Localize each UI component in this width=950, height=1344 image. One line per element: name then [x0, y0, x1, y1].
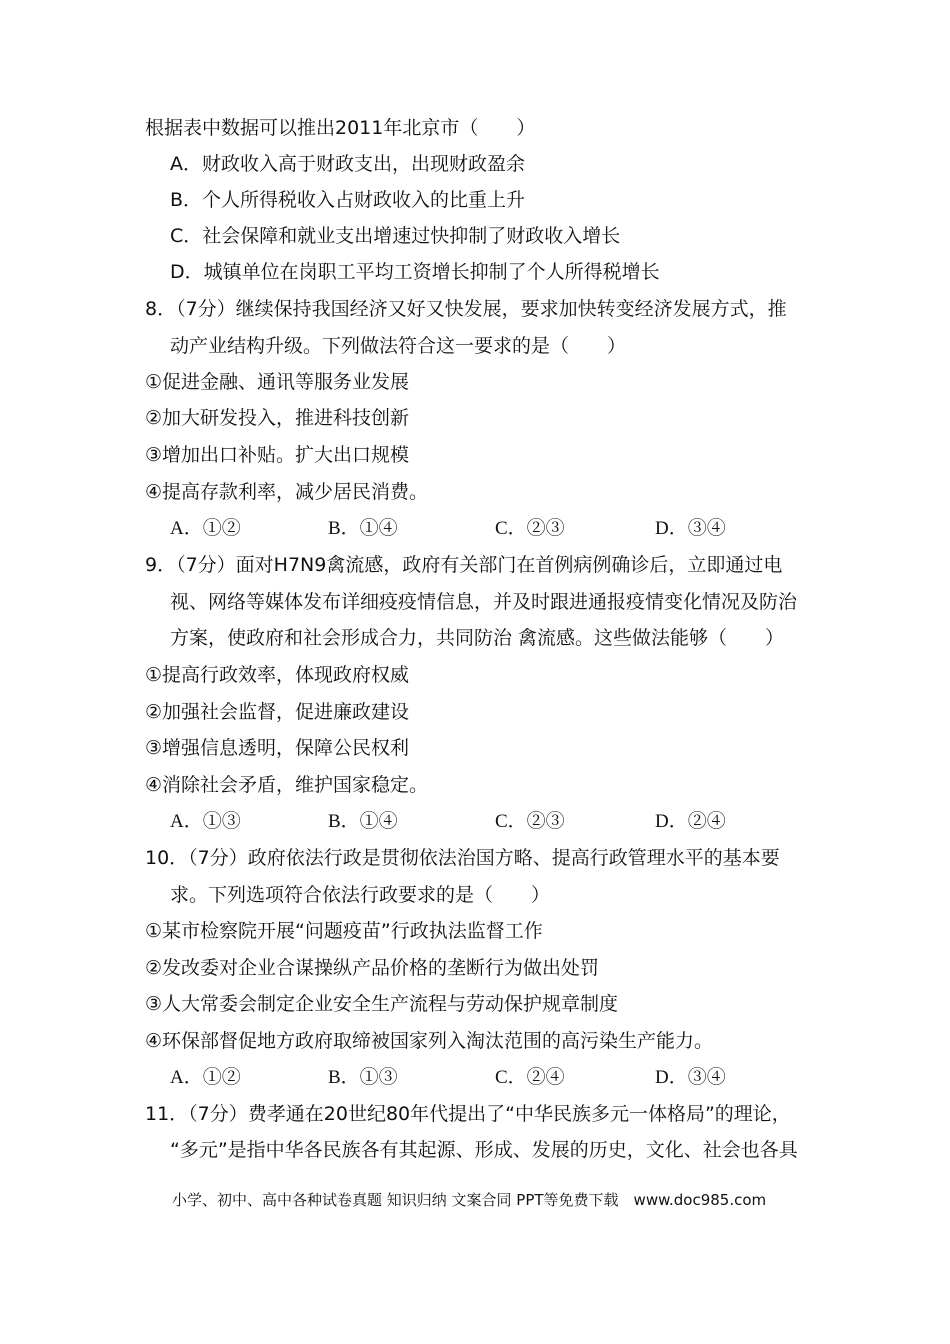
q7-option-d: D．城镇单位在岗职工平均工资增长抑制了个人所得税增长 — [170, 261, 660, 283]
q8-statement-1: ①促进金融、通讯等服务业发展 — [145, 371, 410, 393]
q7-option-a: A．财政收入高于财政支出，出现财政盈余 — [170, 153, 525, 175]
q9-statement-1: ①提高行政效率，体现政府权威 — [145, 664, 410, 686]
q10-choice-c: C．②④ — [495, 1067, 565, 1088]
q10-choice-b: B．①③ — [328, 1067, 398, 1088]
q9-statement-2: ②加强社会监督，促进廉政建设 — [145, 701, 410, 723]
q9-choice-c: C．②③ — [495, 811, 565, 832]
q10-statement-3: ③人大常委会制定企业安全生产流程与劳动保护规章制度 — [145, 993, 619, 1015]
q7-option-b: B．个人所得税收入占财政收入的比重上升 — [170, 189, 526, 211]
q11-stem-line-2: “多元”是指中华各民族各有其起源、形成、发展的历史，文化、社会也各具 — [170, 1139, 798, 1161]
q11-stem-line-1: 11．（7分）费孝通在20世纪80年代提出了“中华民族多元一体格局”的理论， — [145, 1103, 791, 1125]
q10-stem-line-1: 10．（7分）政府依法行政是贯彻依法治国方略、提高行政管理水平的基本要 — [145, 847, 780, 869]
q8-stem-line-1: 8．（7分）继续保持我国经济又好又快发展，要求加快转变经济发展方式，推 — [145, 298, 787, 320]
q10-choice-d: D．③④ — [655, 1067, 726, 1088]
q9-statement-4: ④消除社会矛盾，维护国家稳定。 — [145, 774, 429, 796]
q10-statement-2: ②发改委对企业合谋操纵产品价格的垄断行为做出处罚 — [145, 957, 600, 979]
q10-choices — [0, 1066, 950, 1090]
q7-option-c: C．社会保障和就业支出增速过快抑制了财政收入增长 — [170, 225, 621, 247]
q9-choices — [0, 810, 950, 834]
q9-choice-a: A．①③ — [170, 811, 241, 832]
q8-statement-4: ④提高存款利率，减少居民消费。 — [145, 481, 429, 503]
q8-choice-b: B．①④ — [328, 518, 398, 539]
page-footer: 小学、初中、高中各种试卷真题 知识归纳 文案合同 PPT等免费下载 www.doc985.com — [172, 1191, 767, 1209]
q8-choice-d: D．③④ — [655, 518, 726, 539]
q8-choices — [0, 517, 950, 541]
q8-choice-c: C．②③ — [495, 518, 565, 539]
q8-stem-line-2: 动产业结构升级。下列做法符合这一要求的是（ ） — [170, 335, 627, 357]
q10-stem-line-2: 求。下列选项符合依法行政要求的是（ ） — [170, 884, 551, 906]
q10-statement-4: ④环保部督促地方政府取缔被国家列入淘汰范围的高污染生产能力。 — [145, 1030, 714, 1052]
q9-choice-d: D．②④ — [655, 811, 726, 832]
q9-statement-3: ③增强信息透明，保障公民权利 — [145, 737, 410, 759]
q9-stem-line-1: 9．（7分）面对H7N9禽流感，政府有关部门在首例病例确诊后，立即通过电 — [145, 554, 783, 576]
q10-choice-a: A．①② — [170, 1067, 241, 1088]
q10-statement-1: ①某市检察院开展“问题疫苗”行政执法监督工作 — [145, 920, 543, 942]
q8-choice-a: A．①② — [170, 518, 241, 539]
q8-statement-3: ③增加出口补贴。扩大出口规模 — [145, 444, 410, 466]
q9-choice-b: B．①④ — [328, 811, 398, 832]
q9-stem-line-2: 视、网络等媒体发布详细疫疫情信息，并及时跟进通报疫情变化情况及防治 — [170, 591, 798, 613]
q7-stem: 根据表中数据可以推出2011年北京市（ ） — [145, 117, 536, 139]
q8-statement-2: ②加大研发投入，推进科技创新 — [145, 407, 410, 429]
q9-stem-line-3: 方案，使政府和社会形成合力，共同防治 禽流感。这些做法能够（ ） — [170, 627, 785, 649]
